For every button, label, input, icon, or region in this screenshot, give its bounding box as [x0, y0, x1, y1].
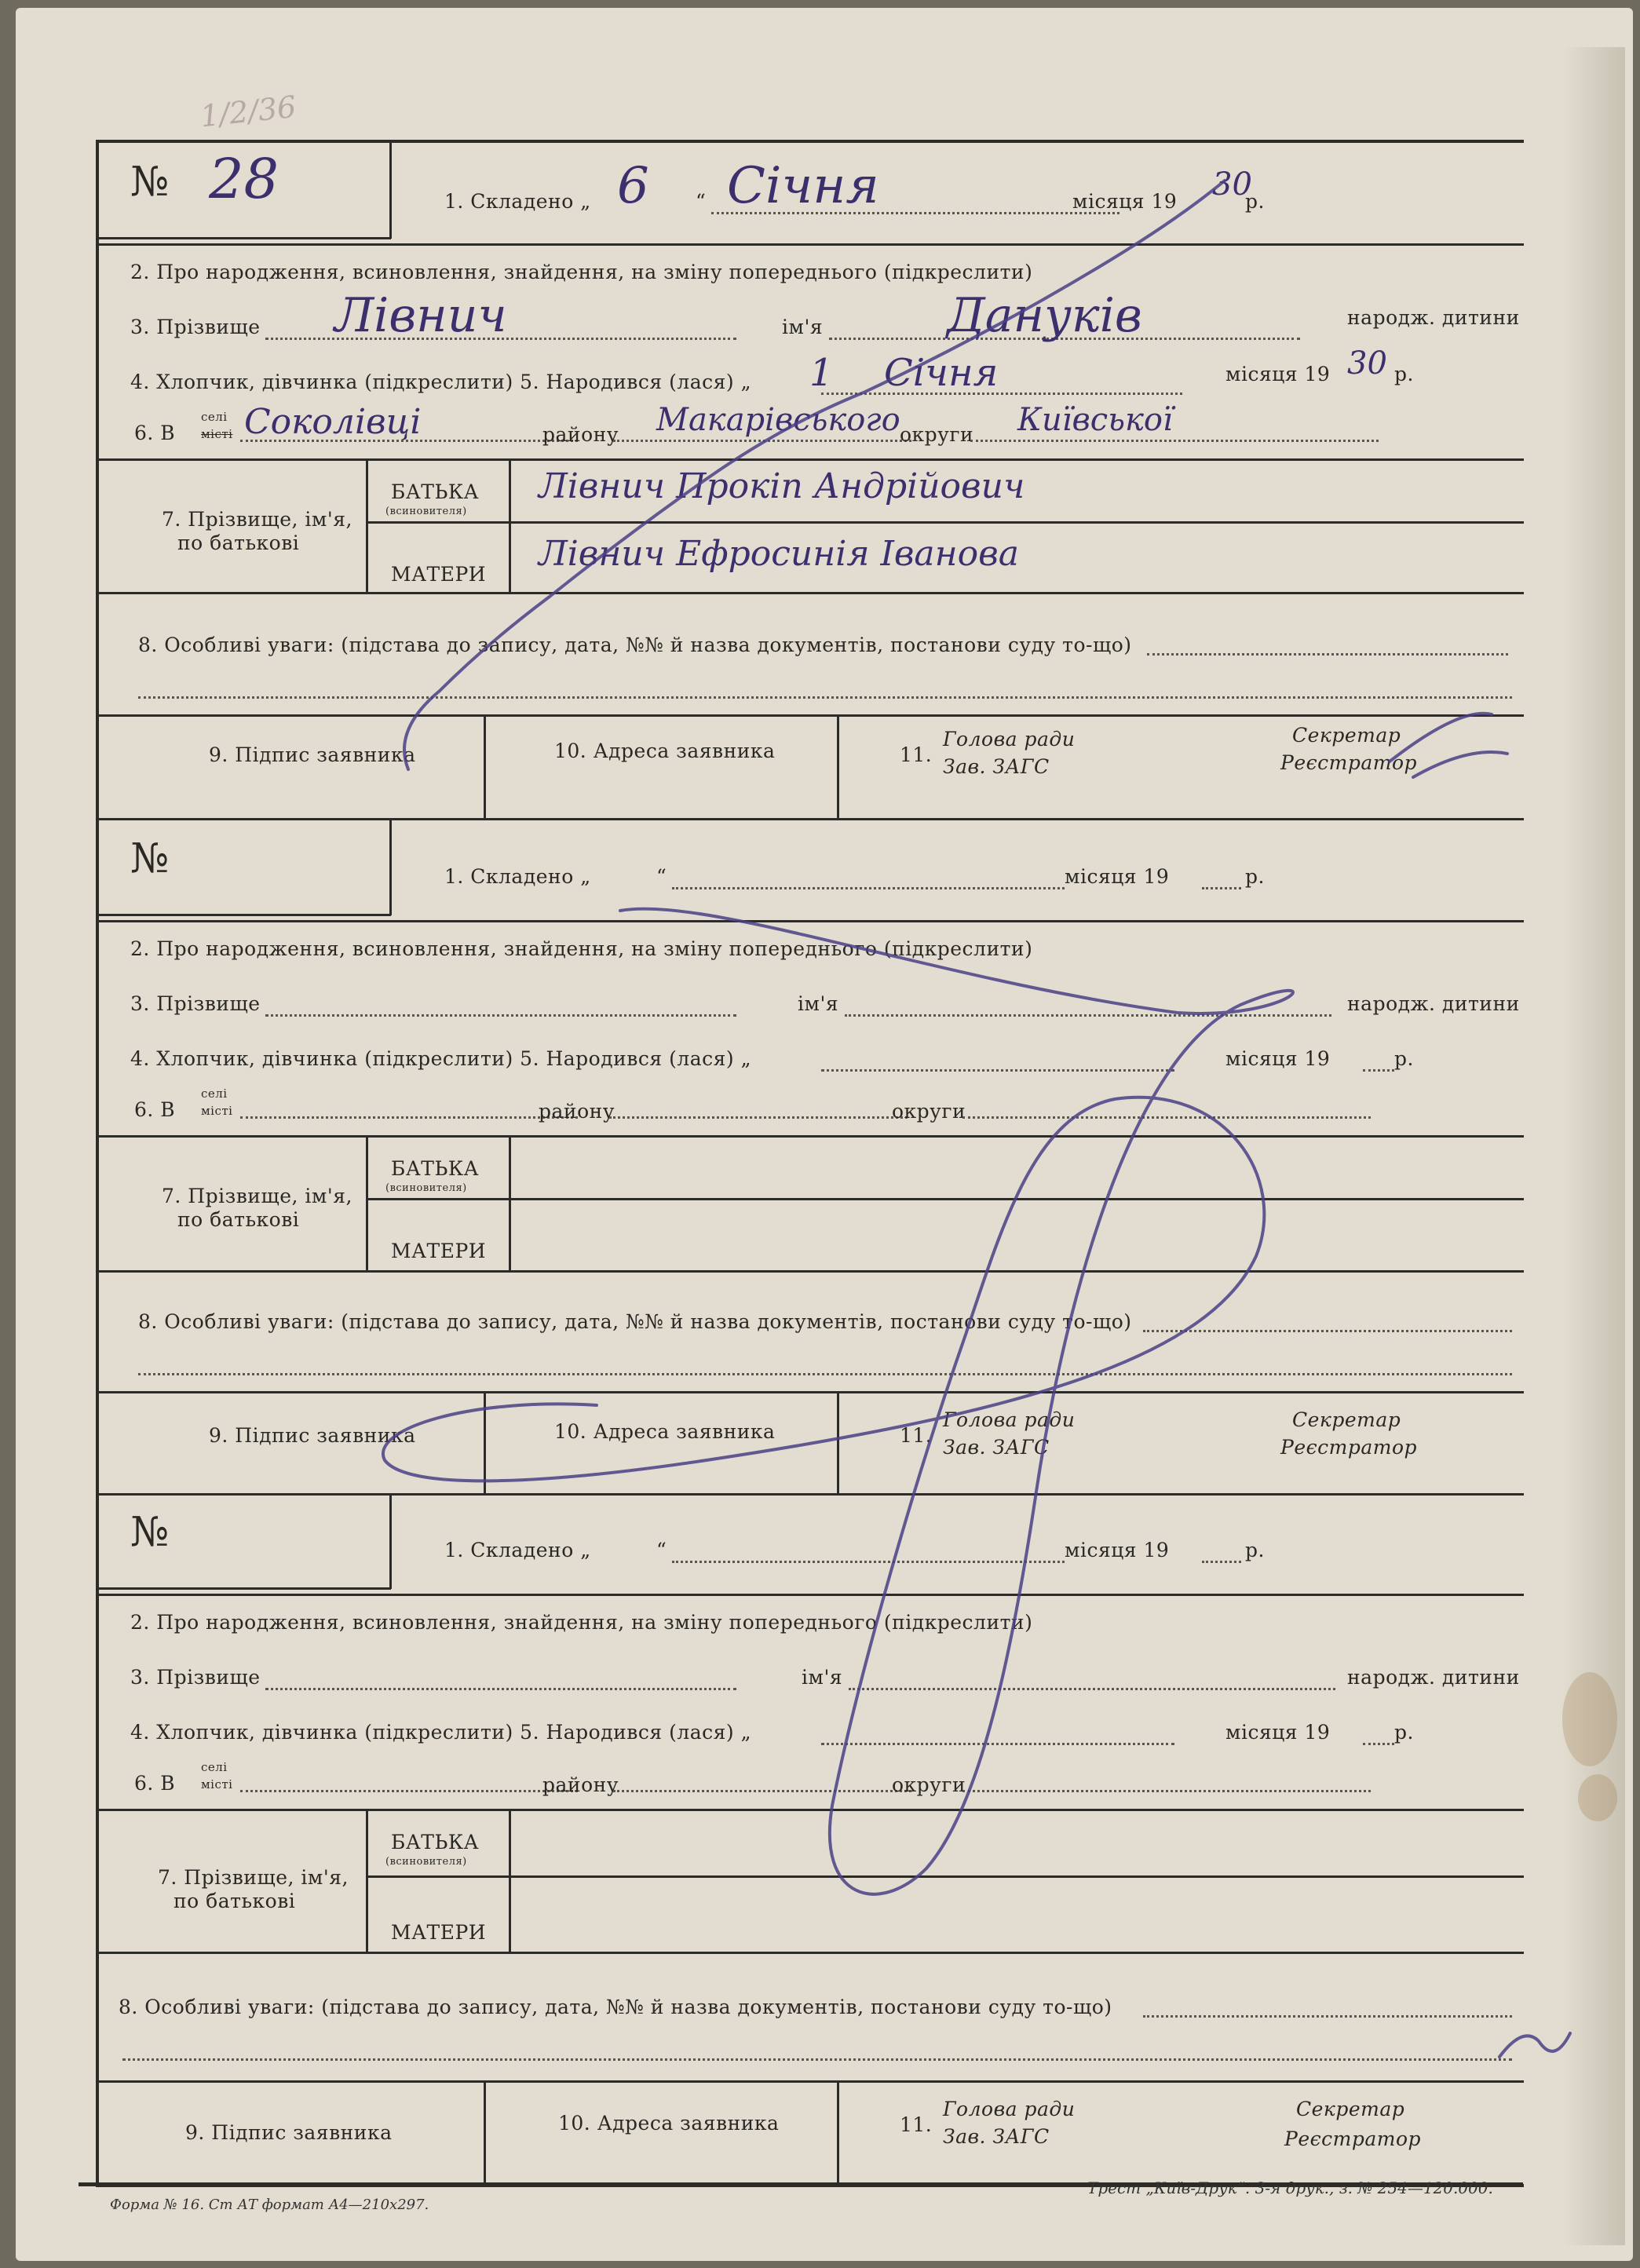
father-label: БАТЬКА [391, 1157, 480, 1180]
mother-label: МАТЕРИ [391, 1921, 487, 1944]
father-label: БАТЬКА [391, 1831, 480, 1853]
gender-birth-label: 4. Хлопчик, дівчинка (підкреслити) 5. Народився (лася) „ [130, 371, 752, 393]
month-year-label: місяця 19 [1065, 1539, 1170, 1561]
village-label: селі [201, 1760, 228, 1774]
compiled-year: 30 [1212, 166, 1252, 203]
village-label: селі [201, 1087, 228, 1101]
secretary-label: Секретар [1292, 1408, 1401, 1431]
field-11-label: 11. [900, 2113, 933, 2136]
field-11-label: 11. [900, 743, 933, 766]
mother-label: МАТЕРИ [391, 1240, 487, 1262]
applicant-address-label: 10. Адреса заявника [558, 2112, 780, 2135]
town-label: місті [201, 1104, 233, 1118]
district-label: району [542, 1773, 619, 1796]
record-number: 28 [209, 147, 279, 211]
archive-mark: 1/2/36 [199, 89, 298, 134]
form-code-footer: Форма № 16. Ст АТ формат А4—210х297. [110, 2197, 429, 2213]
notes-label: 8. Особливі уваги: (підстава до запису, дата, №№ й назва документів, постанови суду то-що) [119, 1996, 1112, 2018]
region-label: округи [900, 423, 974, 446]
quote-mark: “ [696, 190, 707, 213]
registrar-label: Реєстратор [1280, 1436, 1417, 1459]
registrar-head-label: Зав. ЗАГС [943, 1436, 1050, 1459]
given-name-label: ім'я [798, 992, 839, 1015]
region-label: округи [892, 1773, 966, 1796]
applicant-signature-label: 9. Підпис заявника [185, 2121, 393, 2144]
birth-year-suffix: р. [1394, 1047, 1414, 1070]
birth-month-label: місяця 19 [1225, 1721, 1331, 1744]
secretary-label: Секретар [1292, 724, 1401, 747]
region-value: Київської [1017, 402, 1173, 438]
birth-month-label: місяця 19 [1225, 363, 1331, 385]
printer-footer: Трест „Київ-Друк“. 3-я друк., з. № 254—120.000. [1087, 2179, 1493, 2197]
father-label: БАТЬКА [391, 480, 480, 503]
head-label: Голова ради [943, 2098, 1076, 2120]
patronymic-label: по батькові [177, 531, 300, 554]
adopter-label: (всиновителя) [385, 1182, 467, 1194]
gender-birth-label: 4. Хлопчик, дівчинка (підкреслити) 5. Народився (лася) „ [130, 1047, 752, 1070]
adopter-label: (всиновителя) [385, 1856, 467, 1868]
given-name-label: ім'я [782, 316, 824, 338]
year-suffix: р. [1245, 1539, 1265, 1561]
place-label: 6. В [134, 1098, 176, 1121]
birth-year-suffix: р. [1394, 363, 1414, 385]
compiled-day: 6 [617, 157, 649, 215]
patronymic-label: по батькові [173, 1890, 296, 1912]
registrar-label: Реєстратор [1280, 751, 1417, 774]
town-label: місті [201, 427, 233, 441]
patronymic-label: по батькові [177, 1208, 300, 1231]
given-name-label: ім'я [802, 1666, 843, 1689]
surname-label: 3. Прізвище [130, 316, 261, 338]
adopter-label: (всиновителя) [385, 506, 467, 517]
registrar-head-label: Зав. ЗАГС [943, 2125, 1050, 2148]
field-11-label: 11. [900, 1424, 933, 1447]
birth-year-suffix: р. [1394, 1721, 1414, 1744]
quote-mark: “ [656, 865, 667, 888]
applicant-signature-label: 9. Підпис заявника [209, 1424, 416, 1447]
month-year-label: місяця 19 [1065, 865, 1170, 888]
compiled-label: 1. Складено „ [444, 865, 591, 888]
registrar-label: Реєстратор [1284, 2127, 1421, 2150]
reason-label: 2. Про народження, всиновлення, знайдення, на зміну попереднього (підкреслити) [130, 937, 1033, 960]
mother-label: МАТЕРИ [391, 563, 487, 586]
surname-label: 3. Прізвище [130, 1666, 261, 1689]
birth-day-value: 1 [809, 351, 834, 395]
district-label: району [542, 423, 619, 446]
surname-label: 3. Прізвище [130, 992, 261, 1015]
compiled-label: 1. Складено „ [444, 1539, 591, 1561]
town-label: місті [201, 1777, 233, 1791]
given-name-value: Дануків [947, 288, 1142, 343]
village-value: Соколівці [244, 402, 422, 442]
place-label: 6. В [134, 1772, 176, 1795]
year-suffix: р. [1245, 865, 1265, 888]
number-sign: № [130, 1509, 170, 1556]
reason-label: 2. Про народження, всиновлення, знайдення, на зміну попереднього (підкреслити) [130, 1611, 1033, 1634]
father-value: Лівнич Прокіп Андрійович [539, 466, 1025, 506]
applicant-signature-label: 9. Підпис заявника [209, 743, 416, 766]
applicant-address-label: 10. Адреса заявника [554, 1420, 776, 1443]
head-label: Голова ради [943, 1408, 1076, 1431]
registrar-head-label: Зав. ЗАГС [943, 755, 1050, 778]
place-label: 6. В [134, 422, 176, 444]
quote-mark: “ [656, 1539, 667, 1561]
mother-value: Лівнич Ефросинія Іванова [539, 534, 1019, 574]
head-label: Голова ради [943, 728, 1076, 751]
region-label: округи [892, 1100, 966, 1123]
village-label: селі [201, 410, 228, 424]
notes-label: 8. Особливі уваги: (підстава до запису, дата, №№ й назва документів, постанови суду то-що) [138, 634, 1132, 656]
birth-month-label: місяця 19 [1225, 1047, 1331, 1070]
notes-label: 8. Особливі уваги: (підстава до запису, дата, №№ й назва документів, постанови суду то-що) [138, 1310, 1132, 1333]
child-label: народж. дитини [1347, 1666, 1520, 1689]
district-label: району [539, 1100, 615, 1123]
birth-year-value: 30 [1347, 345, 1387, 382]
district-value: Макарівського [656, 402, 900, 438]
parents-label: 7. Прізвище, ім'я, [158, 1866, 349, 1889]
month-year-label: місяця 19 [1072, 190, 1178, 213]
number-sign: № [130, 159, 170, 206]
child-label: народж. дитини [1347, 306, 1520, 329]
year-suffix: р. [1245, 190, 1265, 213]
reason-label: 2. Про народження, всиновлення, знайдення, на зміну попереднього (підкреслити) [130, 261, 1033, 283]
compiled-label: 1. Складено „ [444, 190, 591, 213]
child-label: народж. дитини [1347, 992, 1520, 1015]
parents-label: 7. Прізвище, ім'я, [162, 1185, 352, 1207]
applicant-address-label: 10. Адреса заявника [554, 740, 776, 762]
gender-birth-label: 4. Хлопчик, дівчинка (підкреслити) 5. Народився (лася) „ [130, 1721, 752, 1744]
compiled-month: Січня [727, 157, 879, 215]
surname-value: Лівнич [334, 288, 507, 343]
number-sign: № [130, 835, 170, 882]
birth-month-value: Січня [884, 351, 999, 395]
secretary-label: Секретар [1296, 2098, 1405, 2120]
parents-label: 7. Прізвище, ім'я, [162, 508, 352, 531]
